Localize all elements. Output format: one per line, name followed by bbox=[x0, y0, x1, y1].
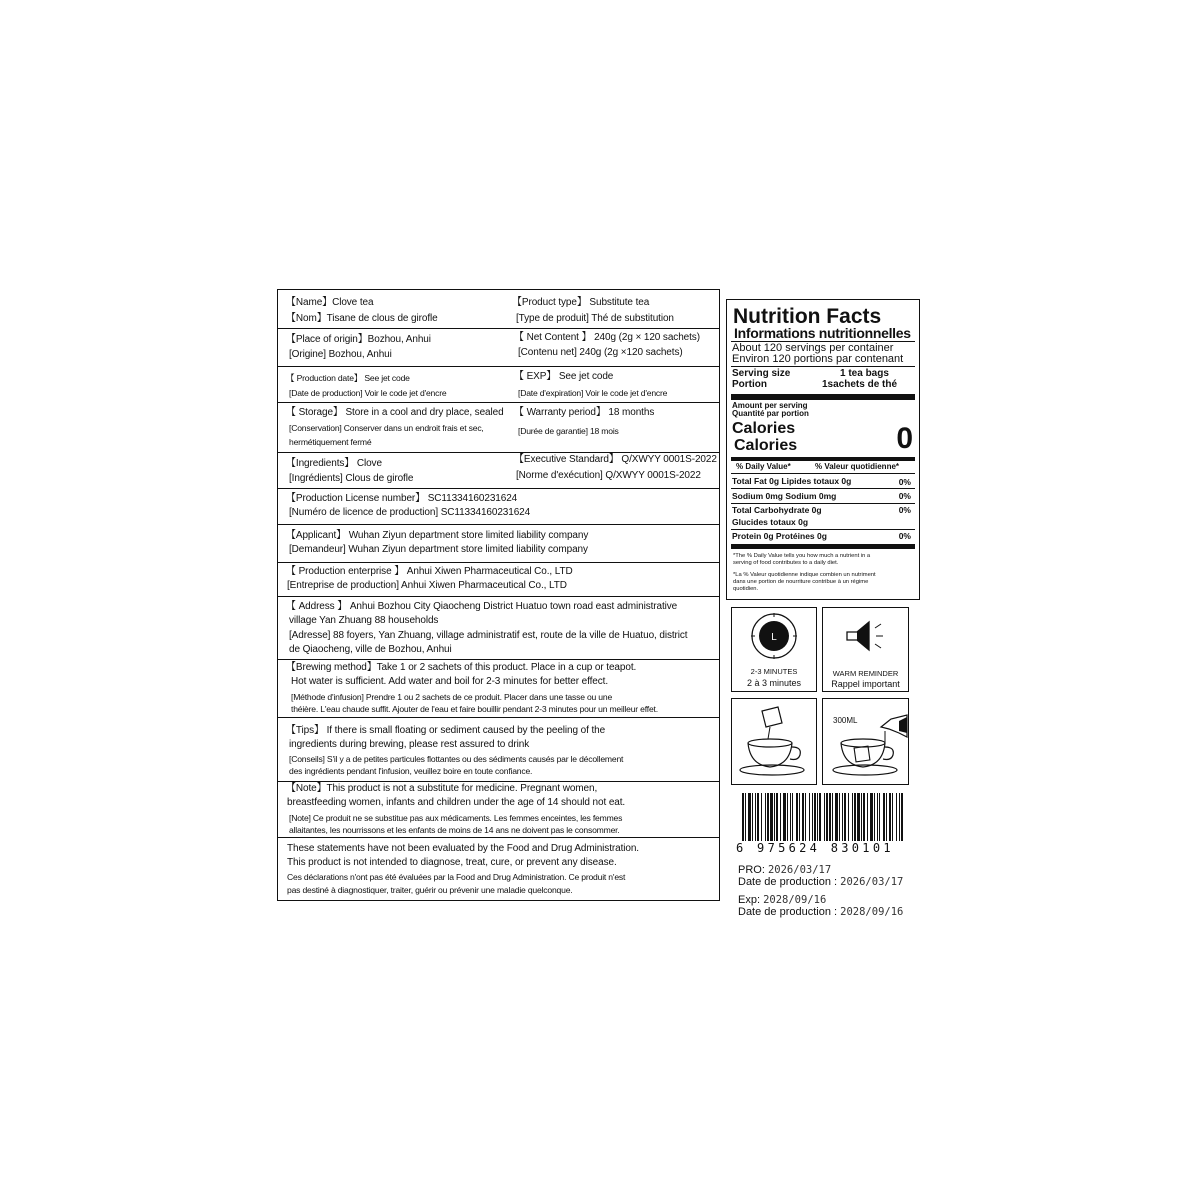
serving-size-label-fr: Portion bbox=[732, 379, 767, 390]
clock-letter: L bbox=[771, 632, 777, 643]
note-en-2: breastfeeding women, infants and children under the age of 14 should not eat. bbox=[287, 797, 626, 808]
origin-en: 【Place of origin】Bozhou, Anhui bbox=[286, 334, 431, 345]
exp-date bbox=[738, 894, 826, 906]
pro-value: 2026/03/17 bbox=[767, 864, 832, 876]
total-fat: Total Fat 0g Lipides totaux 0g bbox=[732, 476, 852, 486]
license-fr: [Numéro de licence de production] SC11334160231624 bbox=[289, 507, 531, 518]
thick-divider bbox=[731, 394, 915, 400]
exp-fr: [Date d'expiration] Voir le code jet d'encre bbox=[518, 388, 668, 398]
fda-fr-1: Ces déclarations n'ont pas été évaluées par la Food and Drug Administration. Ce produit n'est bbox=[287, 872, 626, 882]
row-applicant bbox=[278, 524, 719, 563]
sodium: Sodium 0mg Sodium 0mg bbox=[732, 491, 837, 501]
barcode-bar bbox=[802, 793, 804, 841]
barcode-bar bbox=[742, 793, 744, 841]
row-enterprise bbox=[278, 562, 719, 597]
barcode-bar bbox=[874, 793, 875, 841]
footnote-fr-2: dans une portion de nourriture contribue à un régime bbox=[733, 579, 869, 585]
amount-en: Amount per serving bbox=[732, 401, 808, 410]
exp-production-date bbox=[738, 906, 903, 918]
barcode-bar bbox=[787, 793, 788, 841]
pro-label: PRO: bbox=[738, 864, 765, 876]
fda-en-1: These statements have not been evaluated by the Food and Drug Administration. bbox=[287, 843, 639, 854]
warm-reminder-fr: Rappel important bbox=[831, 679, 900, 689]
barcode-bar bbox=[765, 793, 766, 841]
net-fr: [Contenu net] 240g (2g ×120 sachets) bbox=[518, 347, 683, 358]
brew-time-fr: 2 à 3 minutes bbox=[746, 678, 802, 688]
origin-fr: [Origine] Bozhou, Anhui bbox=[289, 349, 392, 360]
daily-value-en: % Daily Value* bbox=[736, 462, 791, 471]
barcode-bar bbox=[799, 793, 800, 841]
servings-en: About 120 servings per container bbox=[732, 342, 894, 354]
ingredients-en: 【Ingredients】 Clove bbox=[286, 458, 382, 469]
applicant-en: 【Applicant】 Wuhan Ziyun department store limited liability company bbox=[286, 530, 589, 541]
note-fr-2: allaitantes, les nourrissons et les enfants de moins de 14 ans ne doivent pas le consommer. bbox=[289, 825, 620, 835]
carbohydrate-fr: Glucides totaux 0g bbox=[732, 517, 809, 527]
row-note bbox=[278, 781, 719, 838]
tips-en-1: 【Tips】 If there is small floating or sediment caused by the peeling of the bbox=[286, 725, 606, 736]
barcode-bar bbox=[835, 793, 838, 841]
exp-production-value: 2028/09/16 bbox=[840, 906, 904, 918]
protein-pct: 0% bbox=[898, 531, 911, 541]
row-name-type bbox=[278, 290, 719, 329]
barcode-bar bbox=[774, 793, 775, 841]
serving-size-en: 1 tea bags bbox=[840, 368, 889, 379]
brewing-fr-1: [Méthode d'infusion] Prendre 1 ou 2 sachets de ce produit. Placer dans une tasse ou une bbox=[291, 692, 613, 702]
row-license bbox=[278, 488, 719, 525]
net-en: 【 Net Content 】 240g (2g × 120 sachets) bbox=[514, 332, 700, 343]
barcode-bar bbox=[857, 793, 860, 841]
thick-divider bbox=[731, 544, 915, 549]
thick-divider bbox=[731, 457, 915, 461]
exp-en: 【 EXP】 See jet code bbox=[514, 371, 614, 382]
footnote-en-1: *The % Daily Value tells you how much a nutrient in a bbox=[733, 553, 871, 559]
total-fat-pct: 0% bbox=[898, 477, 911, 487]
pour-water-box bbox=[822, 698, 909, 785]
barcode-bar bbox=[883, 793, 885, 841]
barcode-bar bbox=[861, 793, 862, 841]
barcode-bar bbox=[824, 793, 825, 841]
serving-size-label-en: Serving size bbox=[732, 368, 791, 379]
barcode-bar bbox=[814, 793, 816, 841]
tips-fr-1: [Conseils] S'il y a de petites particules flottantes ou des sédiments causés par le décollement bbox=[289, 754, 624, 764]
license-en: 【Production License number】 SC11334160231624 bbox=[286, 493, 518, 504]
speaker-icon bbox=[823, 608, 910, 668]
exp-production-label: Date de production : bbox=[738, 906, 838, 918]
amount-fr: Quantité par portion bbox=[732, 409, 809, 418]
serving-size-fr: 1sachets de thé bbox=[822, 379, 898, 390]
barcode-bar bbox=[748, 793, 751, 841]
tips-en-2: ingredients during brewing, please rest assured to drink bbox=[289, 739, 530, 750]
barcode-bar bbox=[767, 793, 769, 841]
storage-fr-1: [Conservation] Conserver dans un endroit frais et sec, bbox=[289, 423, 484, 433]
brewing-en-1: 【Brewing method】Take 1 or 2 sachets of this product. Place in a cup or teapot. bbox=[286, 662, 637, 673]
barcode-bar bbox=[842, 793, 843, 841]
ingredients-fr: [Ingrédients] Clous de girofle bbox=[289, 473, 414, 484]
row-production-exp bbox=[278, 366, 719, 403]
carbohydrate-pct: 0% bbox=[898, 505, 911, 515]
divider bbox=[731, 529, 915, 530]
clock-icon bbox=[732, 608, 818, 668]
volume-label: 300ML bbox=[833, 716, 858, 725]
row-tips bbox=[278, 717, 719, 782]
barcode-bar bbox=[817, 793, 818, 841]
pro-date bbox=[738, 864, 831, 876]
divider bbox=[731, 473, 915, 474]
barcode-bar bbox=[826, 793, 828, 841]
barcode-bar bbox=[870, 793, 873, 841]
nutrition-title-en: Nutrition Facts bbox=[733, 305, 882, 328]
barcode-bar bbox=[792, 793, 793, 841]
teacup-teabag-icon bbox=[732, 699, 818, 786]
exp-value: 2028/09/16 bbox=[763, 894, 827, 906]
barcode-bar bbox=[819, 793, 821, 841]
product-info-table bbox=[277, 289, 720, 901]
barcode-bar bbox=[805, 793, 806, 841]
production-label: Date de production : bbox=[738, 876, 838, 888]
standard-fr: [Norme d'exécution] Q/XWYY 0001S-2022 bbox=[516, 470, 701, 481]
barcode-bar bbox=[796, 793, 798, 841]
name-en: 【Name】Clove tea bbox=[286, 297, 374, 308]
production-date-fr: [Date de production] Voir le code jet d'encre bbox=[289, 388, 447, 398]
brewing-en-2: Hot water is sufficient. Add water and boil for 2-3 minutes for better effect. bbox=[291, 676, 608, 687]
production-date bbox=[738, 876, 903, 888]
barcode-bar bbox=[809, 793, 810, 841]
row-fda-statement bbox=[278, 837, 719, 900]
calories-value: 0 bbox=[896, 422, 913, 455]
row-storage-warranty bbox=[278, 402, 719, 453]
enterprise-en: 【 Production enterprise 】 Anhui Xiwen Pharmaceutical Co., LTD bbox=[286, 566, 573, 577]
barcode-bar bbox=[812, 793, 813, 841]
barcode-bar bbox=[877, 793, 878, 841]
note-fr-1: [Note] Ce produit ne se substitue pas aux médicaments. Les femmes enceintes, les femmes bbox=[289, 813, 623, 823]
barcode-bar bbox=[839, 793, 840, 841]
address-en-1: 【 Address 】 Anhui Bozhou City Qiaocheng District Huatuo town road east administrative bbox=[286, 601, 678, 612]
daily-value-fr: % Valeur quotidienne* bbox=[815, 462, 900, 471]
barcode-bar bbox=[901, 793, 903, 841]
footnote-fr-3: quotidien. bbox=[733, 586, 759, 592]
barcode-bar bbox=[863, 793, 865, 841]
barcode-digits: 6 975624 830101 bbox=[736, 841, 894, 855]
nutrition-facts-panel bbox=[726, 299, 920, 600]
barcode-bar bbox=[761, 793, 762, 841]
brew-time-en: 2-3 MINUTES bbox=[750, 667, 798, 676]
address-fr-2: de Qiaocheng, ville de Bozhou, Anhui bbox=[289, 644, 452, 655]
footnote-fr-1: *La % Valeur quotidienne indique combien un nutriment bbox=[733, 572, 876, 578]
barcode-bar bbox=[892, 793, 893, 841]
carbohydrate-en: Total Carbohydrate 0g bbox=[732, 505, 822, 515]
address-fr-1: [Adresse] 88 foyers, Yan Zhuang, village administratif est, route de la ville de Huatuo, district bbox=[289, 630, 688, 641]
barcode-bar bbox=[844, 793, 846, 841]
nutrition-title-fr: Informations nutritionnelles bbox=[734, 325, 911, 341]
barcode-bar bbox=[780, 793, 781, 841]
barcode-bar bbox=[757, 793, 759, 841]
barcode-bar bbox=[852, 793, 853, 841]
barcode-bar bbox=[776, 793, 778, 841]
barcode-bar bbox=[889, 793, 891, 841]
barcode-bar bbox=[745, 793, 746, 841]
divider bbox=[731, 488, 915, 489]
storage-fr-2: hermétiquement fermé bbox=[289, 437, 372, 447]
warm-reminder-box bbox=[822, 607, 909, 692]
barcode-bar bbox=[854, 793, 856, 841]
warranty-en: 【 Warranty period】 18 months bbox=[514, 407, 655, 418]
sodium-pct: 0% bbox=[898, 491, 911, 501]
barcode-bar bbox=[783, 793, 786, 841]
tips-fr-2: des ingrédients pendant l'infusion, veuillez boire en toute confiance. bbox=[289, 766, 533, 776]
enterprise-fr: [Entreprise de production] Anhui Xiwen Pharmaceutical Co., LTD bbox=[287, 580, 567, 591]
divider bbox=[731, 503, 915, 504]
row-address bbox=[278, 596, 719, 660]
barcode-bars bbox=[738, 793, 906, 843]
barcode-bar bbox=[886, 793, 887, 841]
kettle-pour-icon bbox=[823, 699, 910, 786]
barcode-bar bbox=[879, 793, 880, 841]
exp-label: Exp: bbox=[738, 894, 761, 906]
warranty-fr: [Durée de garantie] 18 mois bbox=[518, 426, 619, 436]
row-origin-net bbox=[278, 328, 719, 367]
fda-en-2: This product is not intended to diagnose, treat, cure, or prevent any disease. bbox=[287, 857, 617, 868]
barcode-bar bbox=[899, 793, 900, 841]
calories-en: Calories bbox=[732, 420, 796, 437]
barcode-bar bbox=[848, 793, 849, 841]
barcode-bar bbox=[752, 793, 753, 841]
barcode-bar bbox=[867, 793, 868, 841]
row-brewing bbox=[278, 659, 719, 718]
barcode-bar bbox=[755, 793, 756, 841]
storage-en: 【 Storage】 Store in a cool and dry place, sealed bbox=[286, 407, 504, 418]
barcode-bar bbox=[832, 793, 833, 841]
teabag-cup-box bbox=[731, 698, 817, 785]
type-fr: [Type de produit] Thé de substitution bbox=[516, 313, 674, 324]
standard-en: 【Executive Standard】 Q/XWYY 0001S-2022 bbox=[514, 454, 717, 465]
calories-fr: Calories bbox=[734, 437, 798, 454]
footnote-en-2: serving of food contributes to a daily diet. bbox=[733, 560, 839, 566]
address-en-2: village Yan Zhuang 88 households bbox=[289, 615, 439, 626]
barcode bbox=[738, 793, 906, 853]
divider bbox=[731, 366, 915, 367]
brewing-fr-2: théière. L'eau chaude suffit. Ajouter de l'eau et faire bouillir pendant 2-3 minutes pour un meilleur effet. bbox=[291, 704, 658, 714]
barcode-bar bbox=[896, 793, 897, 841]
fda-fr-2: pas destiné à diagnostiquer, traiter, guérir ou prévenir une maladie quelconque. bbox=[287, 885, 573, 895]
barcode-bar bbox=[829, 793, 831, 841]
note-en-1: 【Note】This product is not a substitute for medicine. Pregnant women, bbox=[286, 783, 598, 794]
warm-reminder-en: WARM REMINDER bbox=[832, 669, 899, 678]
applicant-fr: [Demandeur] Wuhan Ziyun department store limited liability company bbox=[289, 544, 588, 555]
protein: Protein 0g Protéines 0g bbox=[732, 531, 827, 541]
barcode-bar bbox=[790, 793, 791, 841]
name-fr: 【Nom】Tisane de clous de girofle bbox=[286, 313, 438, 324]
brew-time-box bbox=[731, 607, 817, 692]
barcode-bar bbox=[770, 793, 773, 841]
row-ingredients-standard bbox=[278, 452, 719, 489]
production-value: 2026/03/17 bbox=[840, 876, 904, 888]
servings-fr: Environ 120 portions par contenant bbox=[732, 353, 904, 365]
type-en: 【Product type】 Substitute tea bbox=[512, 297, 650, 308]
production-date-en: 【 Production date】 See jet code bbox=[286, 373, 410, 383]
